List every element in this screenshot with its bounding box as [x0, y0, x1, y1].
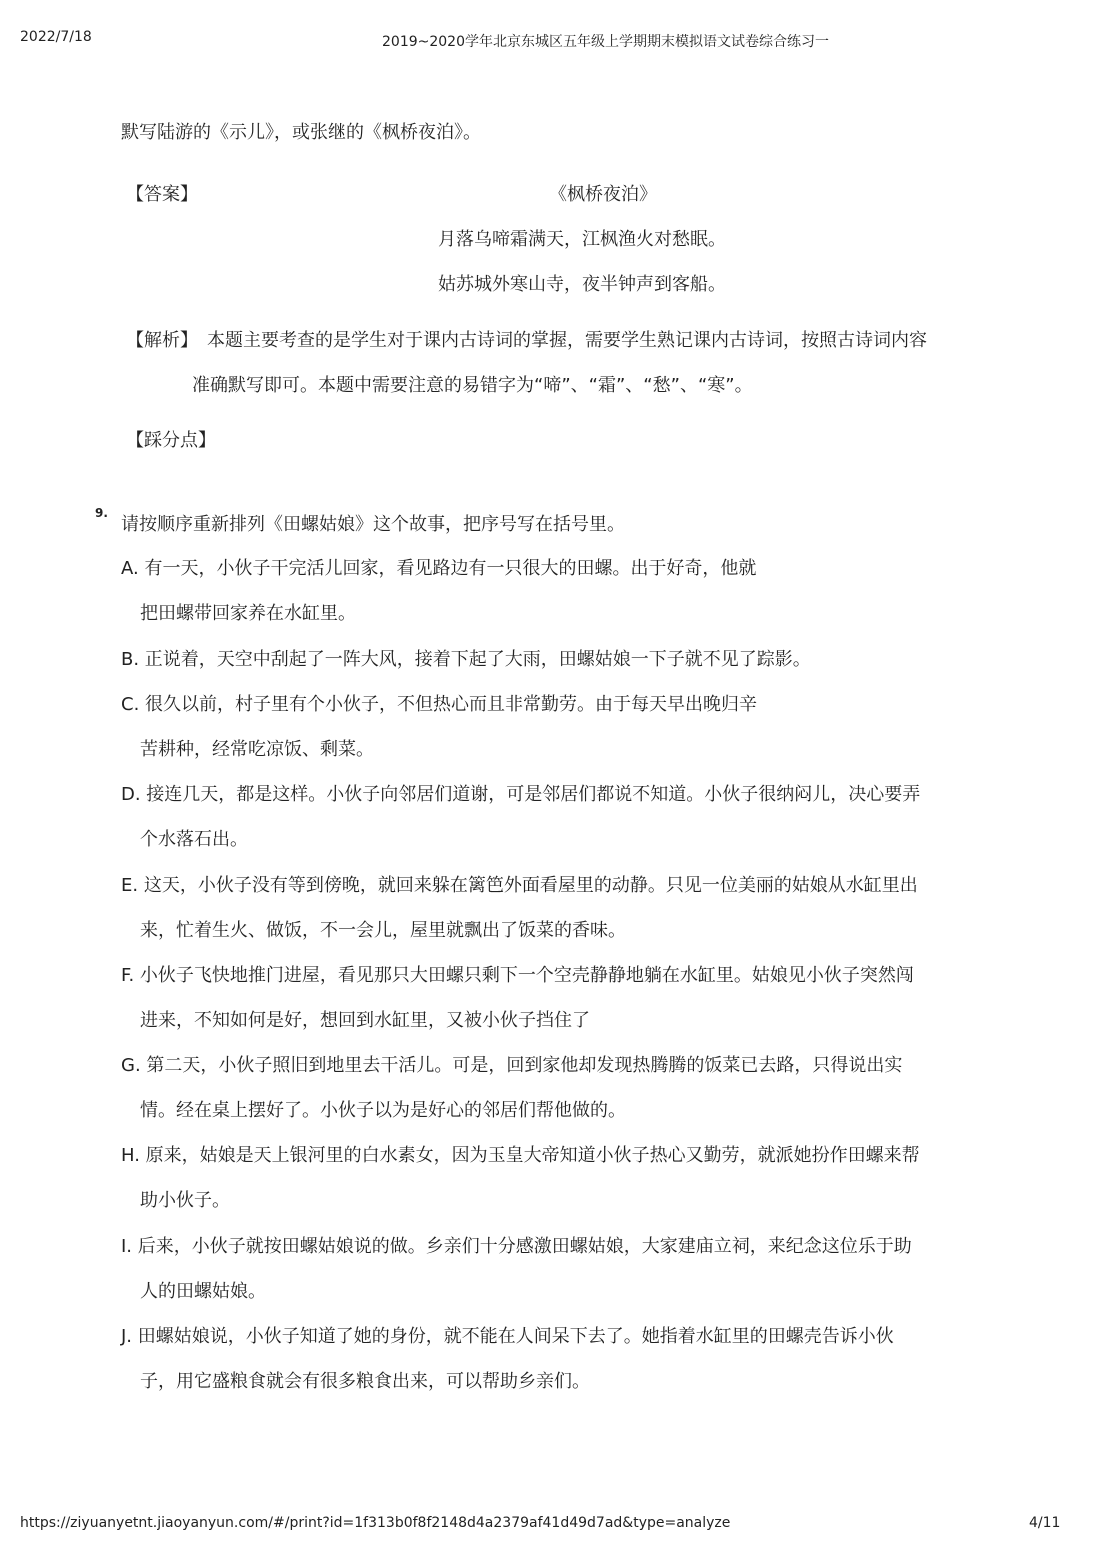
- document-title: 2019~2020学年北京东城区五年级上学期期末模拟语文试卷综合练习一: [382, 34, 829, 50]
- option-f-line-1: F. 小伙子飞快地推门进屋，看见那只大田螺只剩下一个空壳静静地躺在水缸里。姑娘见小伙子突然闯: [121, 965, 914, 986]
- analysis-line-1: 本题主要考查的是学生对于课内古诗词的掌握，需要学生熟记课内古诗词，按照古诗词内容: [207, 330, 927, 351]
- option-h-line-1: H. 原来，姑娘是天上银河里的白水素女，因为玉皇大帝知道小伙子热心又勤劳，就派她扮作田螺来帮: [121, 1145, 920, 1166]
- poem-title: 《枫桥夜泊》: [549, 184, 657, 205]
- option-j-line-1: J. 田螺姑娘说，小伙子知道了她的身份，就不能在人间呆下去了。她指着水缸里的田螺壳告诉小伙: [121, 1326, 894, 1347]
- option-f-line-2: 进来，不知如何是好，想回到水缸里，又被小伙子挡住了: [140, 1010, 590, 1031]
- option-c-line-1: C. 很久以前，村子里有个小伙子，不但热心而且非常勤劳。由于每天早出晚归辛: [121, 694, 758, 715]
- option-h-line-2: 助小伙子。: [140, 1190, 230, 1211]
- option-b-line-1: B. 正说着，天空中刮起了一阵大风，接着下起了大雨，田螺姑娘一下子就不见了踪影。: [121, 649, 811, 670]
- option-d-line-1: D. 接连几天，都是这样。小伙子向邻居们道谢，可是邻居们都说不知道。小伙子很纳闷儿，决心要弄: [121, 784, 921, 805]
- option-a-line-2: 把田螺带回家养在水缸里。: [140, 603, 356, 624]
- q9-stem: 请按顺序重新排列《田螺姑娘》这个故事，把序号写在括号里。: [121, 514, 625, 535]
- poem-line-1: 月落乌啼霜满天，江枫渔火对愁眠。: [438, 229, 726, 250]
- print-date: 2022/7/18: [20, 29, 92, 45]
- option-g-line-1: G. 第二天，小伙子照旧到地里去干活儿。可是，回到家他却发现热腾腾的饭菜已去路，只得说出实: [121, 1055, 903, 1076]
- analysis-label: 【解析】: [126, 330, 198, 351]
- poem-line-2: 姑苏城外寒山寺，夜半钟声到客船。: [438, 274, 726, 295]
- answer-label: 【答案】: [126, 184, 198, 205]
- page-number: 4/11: [1029, 1515, 1061, 1531]
- q8-stem: 默写陆游的《示儿》，或张继的《枫桥夜泊》。: [121, 122, 481, 143]
- option-i-line-1: I. 后来，小伙子就按田螺姑娘说的做。乡亲们十分感激田螺姑娘，大家建庙立祠，来纪念这位乐于助: [121, 1236, 912, 1257]
- option-a-line-1: A. 有一天，小伙子干完活儿回家，看见路边有一只很大的田螺。出于好奇，他就: [121, 558, 757, 579]
- option-g-line-2: 情。经在桌上摆好了。小伙子以为是好心的邻居们帮他做的。: [140, 1100, 626, 1121]
- option-j-line-2: 子，用它盛粮食就会有很多粮食出来，可以帮助乡亲们。: [140, 1371, 590, 1392]
- page-url: https://ziyuanyetnt.jiaoyanyun.com/#/print?id=1f313b0f8f2148d4a2379af41d49d7ad&type=analyze: [20, 1515, 731, 1531]
- option-c-line-2: 苦耕种，经常吃凉饭、剩菜。: [140, 739, 374, 760]
- question-number: 9.: [95, 506, 108, 520]
- option-d-line-2: 个水落石出。: [140, 829, 248, 850]
- analysis-line-2: 准确默写即可。本题中需要注意的易错字为“啼”、“霜”、“愁”、“寒”。: [192, 375, 753, 396]
- option-e-line-2: 来，忙着生火、做饭，不一会儿，屋里就飘出了饭菜的香味。: [140, 920, 626, 941]
- option-i-line-2: 人的田螺姑娘。: [140, 1281, 266, 1302]
- option-e-line-1: E. 这天，小伙子没有等到傍晚，就回来躲在篱笆外面看屋里的动静。只见一位美丽的姑娘从水缸里出: [121, 875, 918, 896]
- scoring-points-label: 【踩分点】: [126, 430, 216, 451]
